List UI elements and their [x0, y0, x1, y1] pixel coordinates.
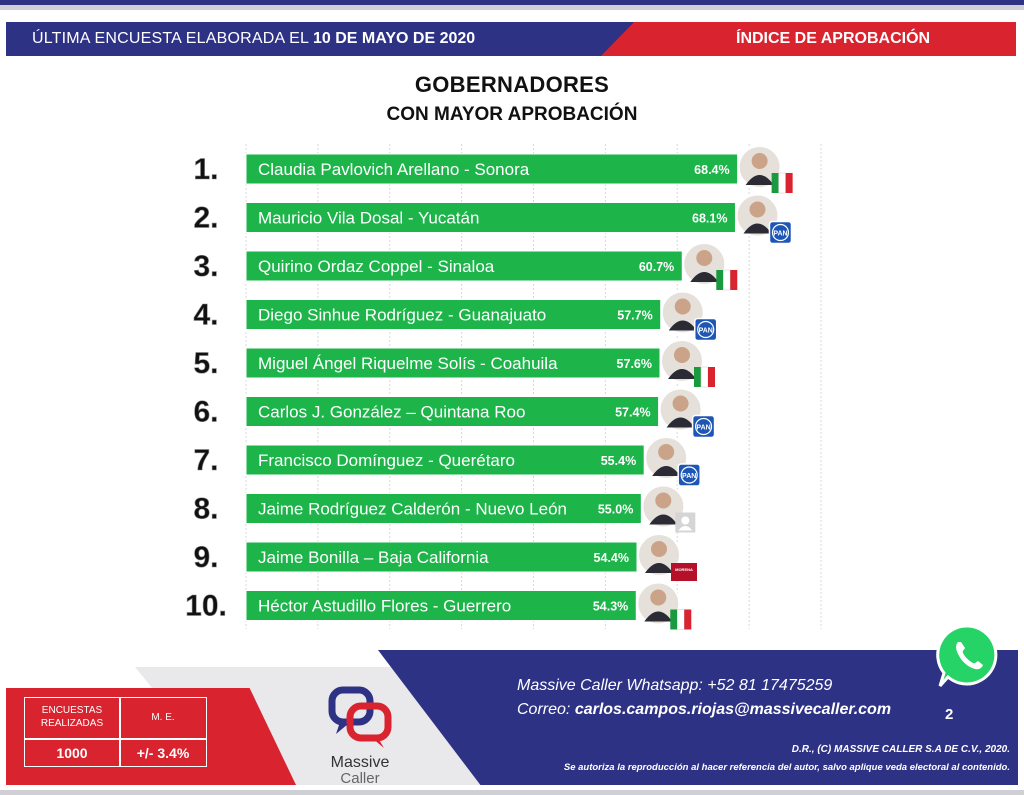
- bar-category-label: Miguel Ángel Riquelme Solís - Coahuila: [258, 354, 558, 373]
- stats-value-surveys: 1000: [56, 745, 88, 761]
- bar-category-label: Diego Sinhue Rodríguez - Guanajuato: [258, 305, 547, 325]
- authorization-text: Se autoriza la reproducción al hacer referencia del autor, salvo aplique veda electoral al contenido.: [563, 762, 1010, 773]
- pan-logo-text: PAN: [773, 230, 788, 238]
- stats-value-margin: +/- 3.4%: [136, 745, 190, 761]
- rank-label: 10.: [185, 589, 227, 623]
- bar-category-label: Mauricio Vila Dosal - Yucatán: [258, 208, 480, 228]
- chart-title: [300, 72, 724, 126]
- avatar-head: [658, 444, 674, 460]
- pan-logo-text: PAN: [696, 424, 711, 432]
- contact-email-label: Correo:: [517, 701, 571, 718]
- pan-logo-text: PAN: [682, 473, 697, 480]
- contact-whatsapp: Massive Caller Whatsapp: +52 81 17475259: [517, 677, 833, 694]
- survey-stats-table: [24, 697, 207, 767]
- pri-logo-white: [701, 367, 708, 387]
- page-number: 2: [945, 706, 954, 723]
- avatar-head: [752, 153, 768, 169]
- rank-label: 6.: [193, 395, 219, 429]
- survey-date: 10 DE MAYO DE 2020: [313, 30, 476, 47]
- morena-logo-box: [671, 563, 697, 581]
- stats-header-margin: M. E.: [151, 712, 175, 723]
- bar-category-label: Jaime Rodríguez Calderón - Nuevo León: [258, 499, 568, 519]
- massive-caller-logo: [310, 680, 410, 790]
- avatar-head: [749, 202, 765, 218]
- pri-logo-red: [708, 367, 715, 387]
- bar-value-label: 57.6%: [616, 357, 652, 371]
- avatar-head: [650, 590, 666, 606]
- avatar-head: [673, 396, 689, 412]
- rank-label: 3.: [193, 250, 219, 283]
- pri-logo-green: [716, 270, 723, 290]
- pri-logo-red: [786, 173, 793, 193]
- stats-header-surveys: ENCUESTAS REALIZADAS: [40, 705, 104, 729]
- footer-bottom-line: [0, 790, 1024, 795]
- logo-text-massive: Massive: [330, 754, 390, 771]
- rank-label: 7.: [193, 444, 219, 477]
- contact-email-line: [517, 701, 891, 719]
- avatar-head: [675, 299, 691, 315]
- pri-logo-green: [670, 610, 677, 630]
- bar-category-label: Héctor Astudillo Flores - Guerrero: [258, 596, 512, 616]
- top-strip: [0, 0, 1024, 10]
- rank-label: 9.: [193, 541, 219, 574]
- pri-logo-red: [730, 270, 737, 290]
- avatar-head: [651, 541, 667, 557]
- logo-text-caller: Caller: [340, 770, 380, 787]
- bar-category-label: Francisco Domínguez - Querétaro: [258, 451, 515, 470]
- pri-logo-green: [694, 367, 701, 387]
- bar-value-label: 68.1%: [692, 211, 728, 226]
- bar-value-label: 54.3%: [592, 599, 629, 614]
- avatar-head: [696, 250, 712, 266]
- rank-label: 8.: [193, 492, 219, 526]
- chart-title-line2: CON MAYOR APROBACIÓN: [386, 104, 638, 125]
- avatar-head: [674, 347, 690, 363]
- copyright-text: D.R., (C) MASSIVE CALLER S.A DE C.V., 2020.: [791, 744, 1010, 755]
- survey-label: ÚLTIMA ENCUESTA ELABORADA EL: [32, 30, 310, 47]
- morena-logo-text: MORENA: [675, 567, 693, 572]
- bar-value-label: 68.4%: [694, 163, 730, 177]
- chart-title-line1: GOBERNADORES: [414, 72, 610, 97]
- whatsapp-icon[interactable]: [934, 622, 1002, 690]
- bar-category-label: Jaime Bonilla – Baja California: [258, 548, 489, 567]
- bar-value-label: 55.4%: [600, 454, 637, 468]
- footer: [0, 650, 1024, 795]
- bar-value-label: 55.0%: [597, 502, 634, 517]
- bar-category-label: Carlos J. González – Quintana Roo: [258, 402, 526, 422]
- bar-category-label: Claudia Pavlovich Arellano - Sonora: [258, 160, 530, 179]
- bar-value-label: 60.7%: [638, 260, 675, 274]
- pri-logo-white: [677, 610, 684, 630]
- speech-bubbles-icon: [310, 680, 410, 754]
- bar-category-label: Quirino Ordaz Coppel - Sinaloa: [258, 257, 495, 276]
- rank-label: 2.: [193, 201, 219, 235]
- bar-value-label: 57.4%: [615, 405, 651, 420]
- pri-logo-green: [772, 173, 779, 193]
- pri-logo-white: [779, 173, 786, 193]
- rank-label: 1.: [193, 153, 219, 186]
- rank-label: 5.: [193, 347, 219, 380]
- avatar-head: [655, 493, 671, 509]
- bar-value-label: 54.4%: [593, 551, 629, 565]
- contact-email[interactable]: carlos.campos.riojas@massivecaller.com: [574, 701, 892, 718]
- independent-logo-head: [681, 517, 689, 525]
- pan-logo-text: PAN: [698, 327, 713, 335]
- stats-divider-horizontal: [25, 738, 206, 740]
- bar-value-label: 57.7%: [617, 308, 653, 323]
- pri-logo-red: [684, 610, 691, 630]
- rank-label: 4.: [193, 298, 219, 332]
- approval-bar-chart: [160, 140, 840, 640]
- top-strip-grey: [0, 5, 1024, 10]
- approval-index-label: ÍNDICE DE APROBACIÓN: [736, 30, 931, 47]
- pri-logo-white: [723, 270, 730, 290]
- header-banner: [6, 22, 1016, 56]
